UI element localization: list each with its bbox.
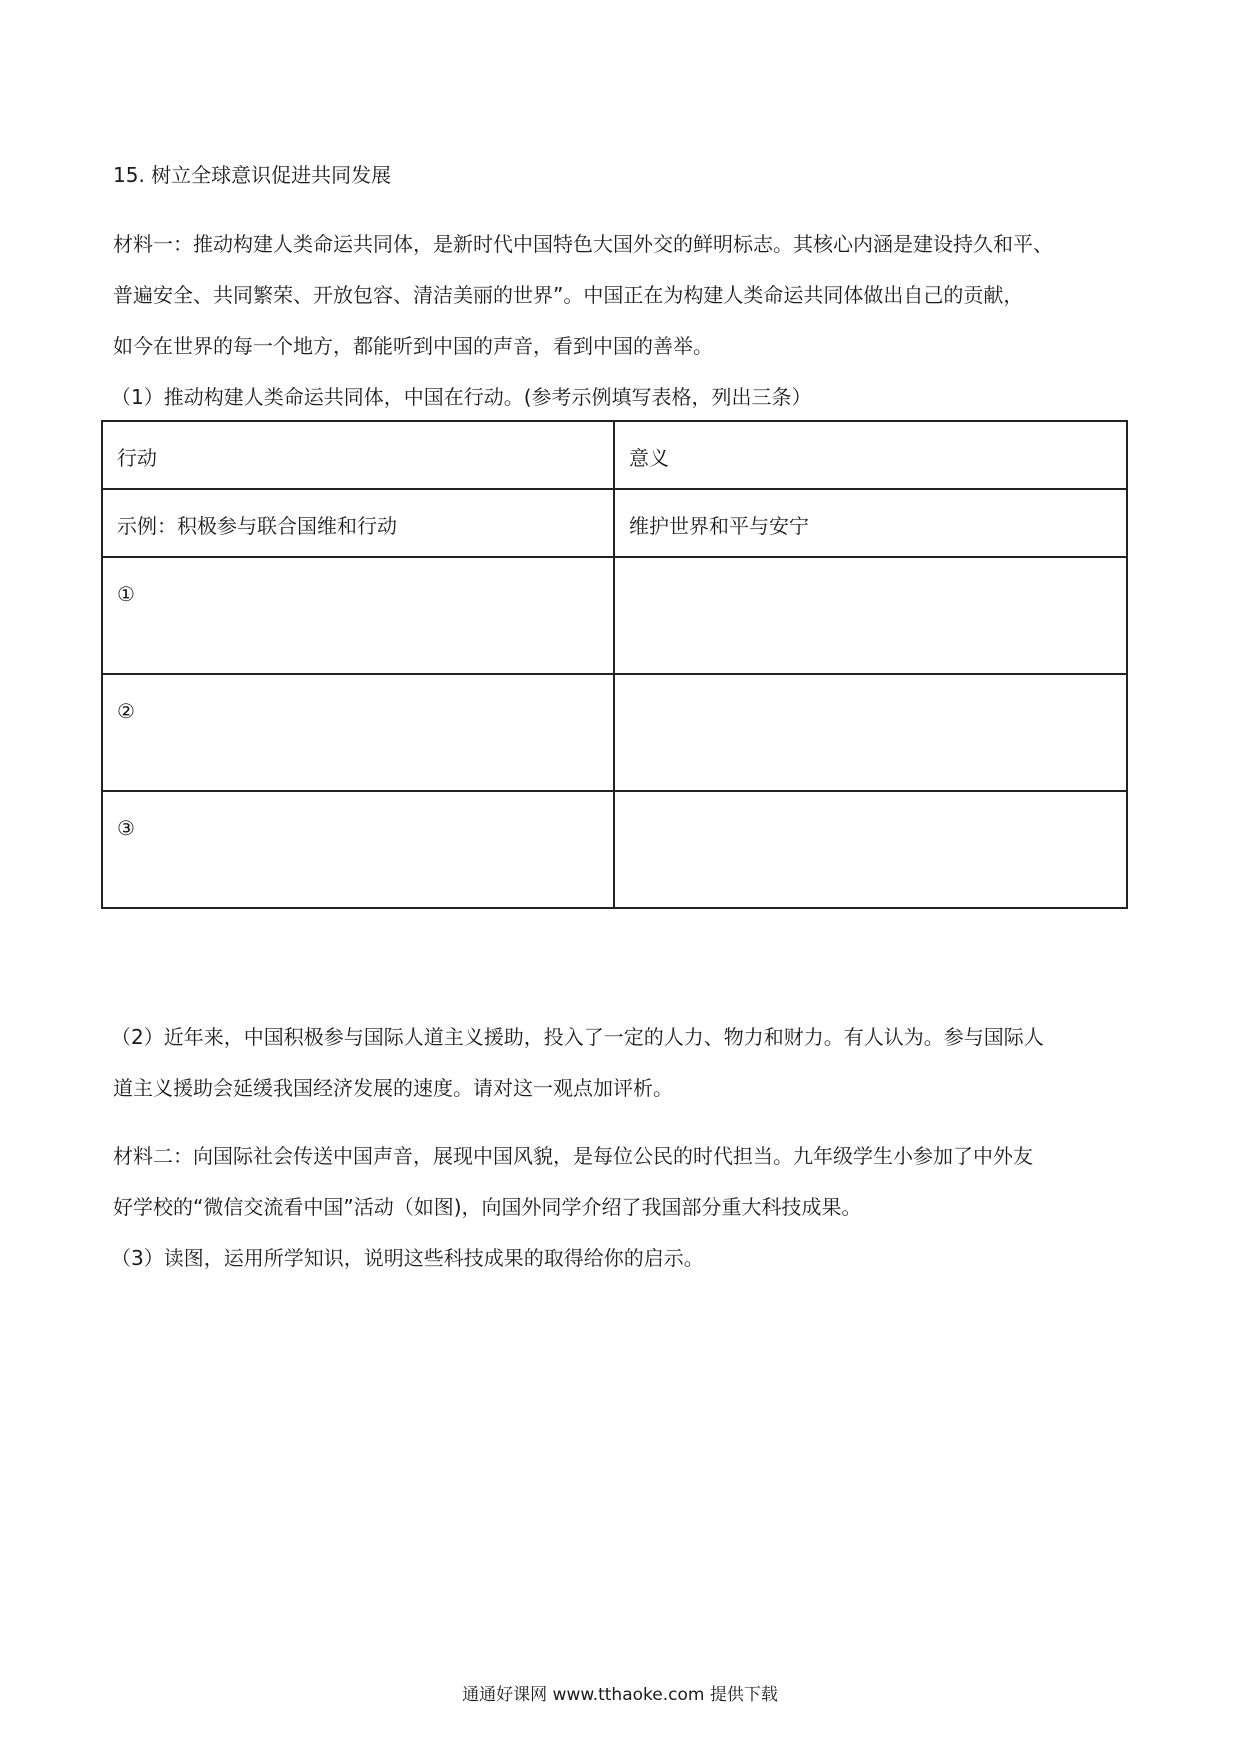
example-action: 示例：积极参与联合国维和行动	[102, 489, 614, 557]
sub-question-3: （3）读图，运用所学知识，说明这些科技成果的取得给你的启示。	[111, 1246, 704, 1270]
header-action: 行动	[102, 421, 614, 489]
answer-cell-action[interactable]: ②	[102, 674, 614, 791]
table-row	[102, 791, 1127, 908]
sub-question-2-line: 道主义援助会延缓我国经济发展的速度。请对这一观点加评析。	[113, 1076, 673, 1100]
material-one-line: 材料一：推动构建人类命运共同体，是新时代中国特色大国外交的鲜明标志。其核心内涵是建设持久和平、	[113, 232, 1053, 256]
footer-source: 通通好课网 www.tthaoke.com 提供下载	[462, 1685, 778, 1705]
material-two-line: 材料二：向国际社会传送中国声音，展现中国风貌，是每位公民的时代担当。九年级学生小参加了中外友	[113, 1144, 1033, 1168]
table-example-row	[102, 489, 1127, 557]
sub-question-2-line: （2）近年来，中国积极参与国际人道主义援助，投入了一定的人力、物力和财力。有人认为。参与国际人	[111, 1025, 1044, 1049]
example-significance: 维护世界和平与安宁	[614, 489, 1127, 557]
answer-table	[101, 420, 1128, 909]
answer-cell-action[interactable]: ①	[102, 557, 614, 674]
answer-cell-significance[interactable]	[614, 791, 1127, 908]
header-significance: 意义	[614, 421, 1127, 489]
answer-cell-action[interactable]: ③	[102, 791, 614, 908]
table-row	[102, 557, 1127, 674]
question-title: 15. 树立全球意识促进共同发展	[113, 163, 392, 187]
sub-question-1: （1）推动构建人类命运共同体，中国在行动。(参考示例填写表格，列出三条）	[111, 385, 812, 409]
table-row	[102, 674, 1127, 791]
material-one-line: 普遍安全、共同繁荣、开放包容、清洁美丽的世界”。中国正在为构建人类命运共同体做出自己的贡献，	[113, 283, 1024, 307]
answer-cell-significance[interactable]	[614, 557, 1127, 674]
material-one-line: 如今在世界的每一个地方，都能听到中国的声音，看到中国的善举。	[113, 334, 713, 358]
material-two-line: 好学校的“微信交流看中国”活动（如图)，向国外同学介绍了我国部分重大科技成果。	[113, 1195, 862, 1219]
table-header-row	[102, 421, 1127, 489]
answer-cell-significance[interactable]	[614, 674, 1127, 791]
